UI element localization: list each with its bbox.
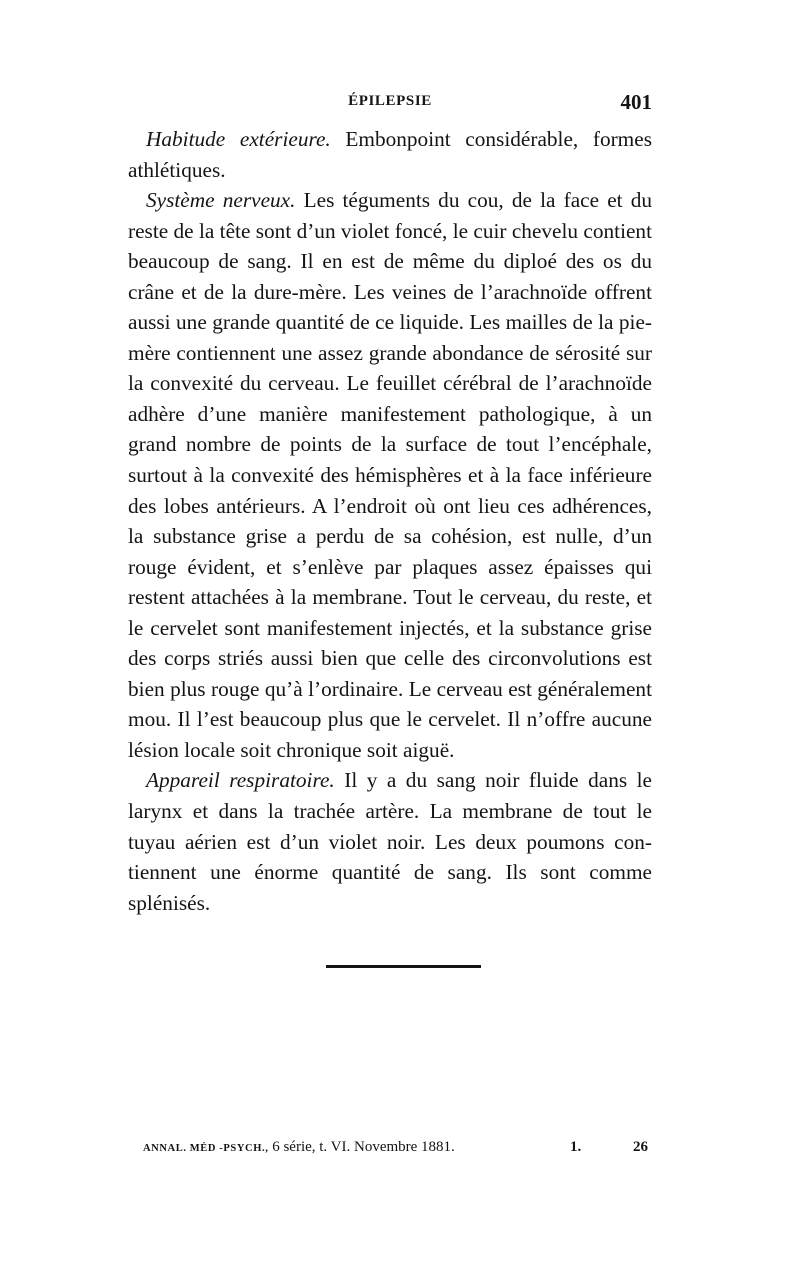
paragraph-text: Il y a du sang noir fluide dans le larynx et dans la trachée artère. La membrane de tout le tuyau aérien est d’un violet noir. Les deux poumons contiennent une énorme quantité de sang. Ils sont comme splénisés. (128, 768, 652, 915)
journal-reference (143, 1139, 455, 1156)
sheet-number: 26 (633, 1139, 648, 1155)
paragraph-appareil-respiratoire (128, 765, 652, 918)
body-text (128, 124, 652, 918)
paragraph-habitude-exterieure (128, 124, 652, 185)
section-divider (326, 965, 481, 968)
paragraph-text: Embonpoint considérable, formes athlétiques. (128, 127, 652, 182)
running-title: ÉPILEPSIE (348, 93, 432, 109)
paragraph-lead: Habitude extérieure. (146, 127, 331, 151)
paragraph-lead: Système nerveux. (146, 188, 296, 213)
paragraph-lead: Appareil respiratoire. (146, 768, 335, 793)
running-head (128, 90, 652, 117)
signature-mark: 1. (570, 1139, 582, 1155)
journal-abbreviation: ANNAL. MÉD -PSYCH., (143, 1143, 269, 1154)
paragraph-text: Les téguments du cou, de la face et du reste de la tête sont d’un violet foncé, le cuir chevelu contient beaucoup de sang. Il en est de même du diploé des os du crâne et de la dure-mère. Les veines de l’arachnoïde offrent aussi une grande quantité de ce liquide. Les mailles de la pie-mère contiennent une assez grande abondance de sérosité sur la convexité du cerveau. Le feuillet cérébral de l’arachnoïde adhère d’une manière manifestement pathologique, à un grand nombre de points de la surface de tout l’encéphale, surtout à la convexité des hémisphères et à la face inférieure des lobes antérieurs. A l’endroit où ont lieu ces adhérences, la substance grise a perdu de sa cohésion, est nulle, d’un rouge évident, et s’enlève par plaques assez épaisses qui restent attachées à la membrane. Tout le cerveau, du reste, et le cervelet sont manifestement injectés, et la substance grise des corps striés aussi bien que celle des circonvolutions est bien plus rouge qu’à l’ordinaire. Le cerveau est généralement mou. Il l’est beaucoup plus que le cervelet. Il n’offre aucune lésion locale soit chronique soit aiguë. (128, 188, 652, 762)
page-footer (143, 1139, 648, 1163)
journal-issue: 6 série, t. VI. Novembre 1881. (268, 1139, 455, 1155)
paragraph-systeme-nerveux (128, 185, 652, 765)
page-number: 401 (620, 90, 652, 114)
